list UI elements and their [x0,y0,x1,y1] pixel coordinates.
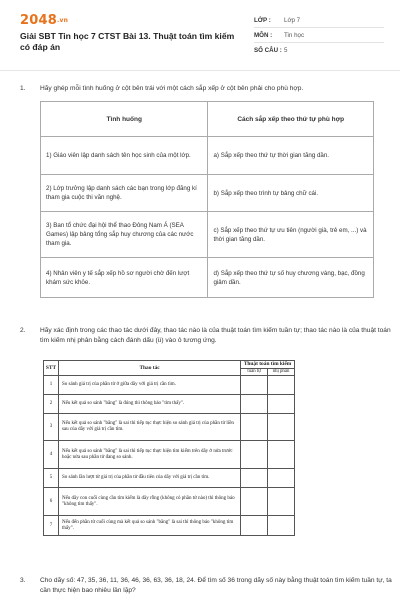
meta-key: SỐ CÂU : [254,47,282,54]
operation-cell: So sánh lần lượt từ giá trị của phần tử đầu tiên của dãy với giá trị cần tìm. [58,469,240,488]
column-header-sequential: tuần tự [241,369,268,376]
situation-cell: 4) Nhân viên y tế sắp xếp hồ sơ người chờ đến lượt khám sức khỏe. [41,258,208,298]
sequential-checkbox-cell[interactable] [241,395,268,414]
table-header-row [44,361,295,369]
logo-suffix: .vn [56,17,69,24]
sequential-checkbox-cell[interactable] [241,488,268,516]
meta-value: Lớp 7 [284,16,301,24]
question-1 [20,84,392,94]
meta-key: LỚP : [254,16,271,24]
header-divider [0,70,400,71]
matching-table [40,101,374,298]
table-row [41,137,374,175]
table-row [44,395,295,414]
binary-checkbox-cell[interactable] [268,516,295,536]
operation-cell: Nếu đến phần tử cuối cùng mà kết quả so sánh "bằng" là sai thì thông báo "không tìm thấy". [58,516,240,536]
site-logo[interactable] [20,13,68,28]
situation-cell: 1) Giáo viên lập danh sách tên học sinh của một lớp. [41,137,208,175]
question-number: 3. [20,577,26,584]
question-text: Hãy xác định trong các thao tác dưới đây, thao tác nào là của thuật toán tìm kiếm tuần tự; thao tác nào là của thuật toán tìm kiếm nhị phân bằng cách đánh dấu (ü) vào ô tương ứng. [40,327,391,344]
logo-text: 2048 [20,13,57,28]
sequential-checkbox-cell[interactable] [241,441,268,469]
situation-cell: 3) Ban tổ chức đại hội thể thao Đông Nam Á (SEA Games) lập bảng tổng sắp huy chương của các nước tham gia. [41,212,208,258]
operation-cell: Nếu dãy con cuối cùng cần tìm kiếm là dãy rỗng (không có phần tử nào) thì thông báo "không tìm thấy". [58,488,240,516]
meta-row-subject [254,28,384,43]
row-number: 5 [44,469,59,488]
row-number: 1 [44,376,59,395]
page-title: Giải SBT Tin học 7 CTST Bài 13. Thuật toán tìm kiếm có đáp án [20,31,235,52]
row-number: 6 [44,488,59,516]
question-number: 1. [20,85,26,92]
question-3 [20,576,392,595]
meta-row-count [254,43,384,58]
operation-cell: Nếu kết quả so sánh "bằng" là sai thì tiếp tục thực hiện so sánh giá trị của phần tử liền sau của dãy với giá trị cần tìm. [58,414,240,441]
table-header-row [41,102,374,137]
column-header-stt: STT [44,361,59,376]
binary-checkbox-cell[interactable] [268,376,295,395]
column-header-binary: nhị phân [268,369,295,376]
sequential-checkbox-cell[interactable] [241,376,268,395]
situation-cell: 2) Lớp trưởng lập danh sách các bạn trong lớp đăng kí tham gia cuộc thi văn nghệ. [41,175,208,212]
column-header-algorithm: Thuật toán tìm kiếm [241,361,295,369]
sequential-checkbox-cell[interactable] [241,414,268,441]
ordering-cell: a) Sắp xếp theo thứ tự thời gian tăng dần. [208,137,374,175]
operation-cell: Nếu kết quả so sánh "bằng" là sai thì tiếp tục thực hiện tìm kiếm trên dãy ở nửa trước hoặc nửa sau phần tử đang so sánh. [58,441,240,469]
meta-row-class [254,13,384,28]
question-2 [20,326,392,345]
row-number: 4 [44,441,59,469]
row-number: 2 [44,395,59,414]
operation-cell: Nếu kết quả so sánh "bằng" là đúng thì thông báo "tìm thấy". [58,395,240,414]
operations-table [43,360,295,536]
table-row [44,441,295,469]
table-row [44,469,295,488]
table-row [44,376,295,395]
ordering-cell: d) Sắp xếp theo thứ tự số huy chương vàng, bạc, đồng giảm dần. [208,258,374,298]
table-row [41,175,374,212]
table-row [44,488,295,516]
meta-value: 5 [284,47,288,54]
ordering-cell: b) Sắp xếp theo trình tự bảng chữ cái. [208,175,374,212]
document-meta [254,13,384,58]
row-number: 7 [44,516,59,536]
sequential-checkbox-cell[interactable] [241,469,268,488]
row-number: 3 [44,414,59,441]
binary-checkbox-cell[interactable] [268,441,295,469]
table-row [44,516,295,536]
operation-cell: So sánh giá trị của phần tử ở giữa dãy với giá trị cần tìm. [58,376,240,395]
ordering-cell: c) Sắp xếp theo thứ tự ưu tiên (người già, trẻ em, ...) và thời gian tăng dần. [208,212,374,258]
question-text: Hãy ghép mỗi tình huống ở cột bên trái với một cách sắp xếp ở cột bên phải cho phù hợp. [40,85,304,92]
meta-value: Tin học [284,31,305,39]
page-header [0,0,400,62]
table-row [44,414,295,441]
binary-checkbox-cell[interactable] [268,469,295,488]
binary-checkbox-cell[interactable] [268,488,295,516]
column-header-ordering: Cách sắp xếp theo thứ tự phù hợp [208,102,374,137]
column-header-situation: Tình huống [41,102,208,137]
question-text: Cho dãy số: 47, 35, 36, 11, 36, 46, 36, 63, 36, 18, 24. Để tìm số 36 trong dãy số này bằng thuật toán tìm kiếm tuần tự, ta cần thực hiện bao nhiêu lần lặp? [40,577,392,594]
table-row [41,258,374,298]
table-row [41,212,374,258]
meta-key: MÔN : [254,31,273,39]
column-header-operation: Thao tác [58,361,240,376]
binary-checkbox-cell[interactable] [268,414,295,441]
sequential-checkbox-cell[interactable] [241,516,268,536]
question-number: 2. [20,327,26,334]
binary-checkbox-cell[interactable] [268,395,295,414]
